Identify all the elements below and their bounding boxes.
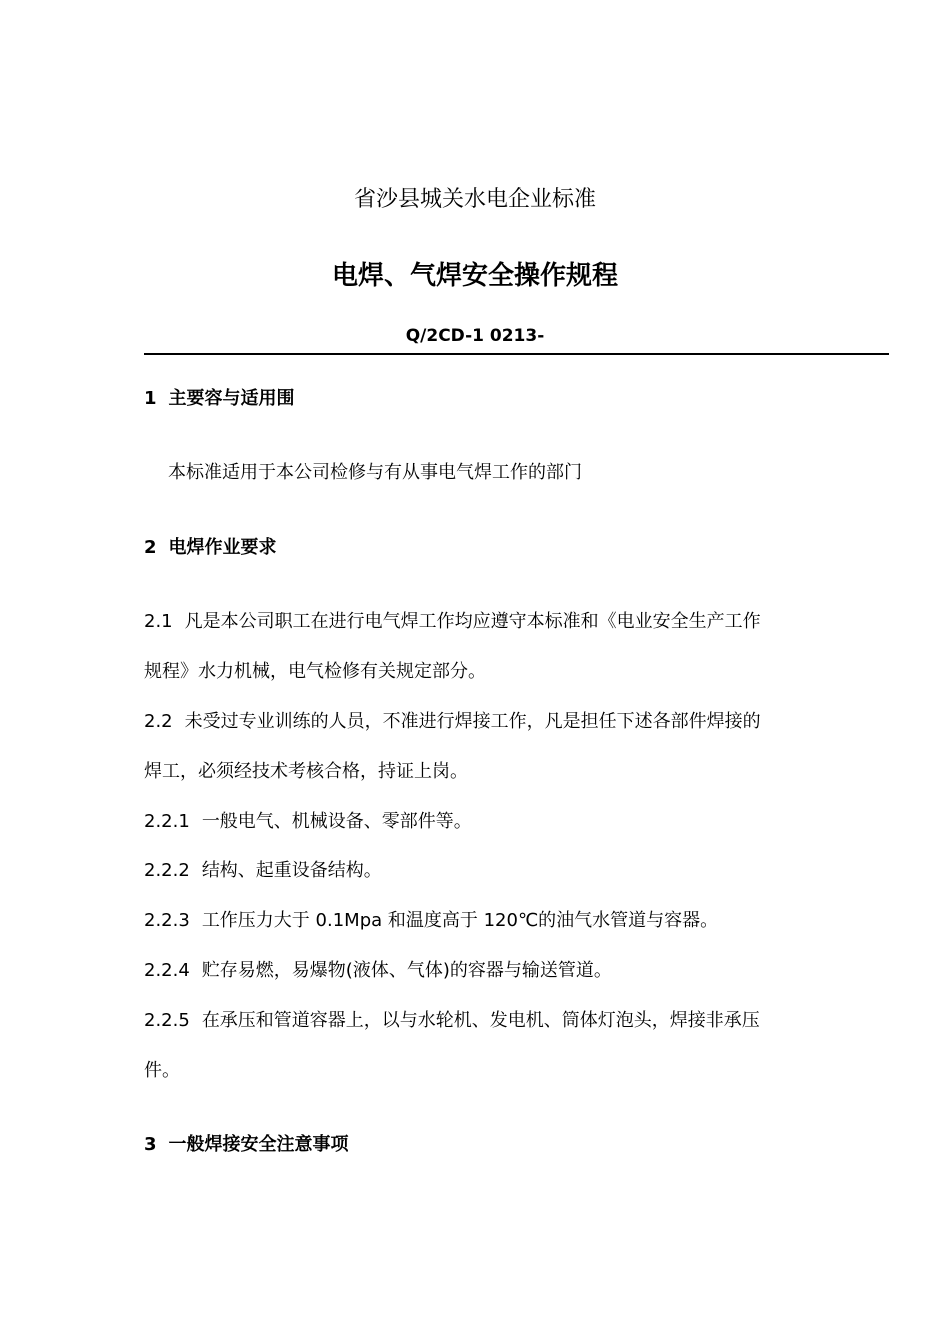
section-heading-1 [144,386,295,412]
clause-number: 2.2.2 [144,860,190,881]
clause-text: 在承压和管道容器上，以与水轮机、发电机、筒体灯泡头，焊接非承压 [201,1010,760,1031]
section-number: 2 [144,537,157,558]
clause-2-2-continuation: 焊工，必须经技术考核合格，持证上岗。 [144,761,468,782]
clause-2-2-5-continuation: 件。 [144,1060,180,1081]
section-body-1: 本标准适用于本公司检修与有从事电气焊工作的部门 [168,462,582,483]
clause-text: 未受过专业训练的人员，不准进行焊接工作，凡是担任下述各部件焊接的 [184,711,761,732]
section-title: 主要容与适用围 [168,388,295,409]
section-title: 电焊作业要求 [168,537,277,558]
clause-number: 2.1 [144,611,173,632]
section-heading-2 [144,535,277,561]
clause-2-1-continuation: 规程》水力机械，电气检修有关规定部分。 [144,661,486,682]
clause-number: 2.2.5 [144,1010,190,1031]
clause-text: 一般电气、机械设备、零部件等。 [201,811,472,832]
section-heading-3 [144,1132,349,1158]
organization-title: 省沙县城关水电企业标准 [353,187,596,212]
clause-number: 2.2.1 [144,811,190,832]
header-divider [144,353,889,355]
section-number: 3 [144,1134,157,1155]
document-code: Q/2CD-1 0213- [405,326,545,346]
section-number: 1 [144,388,157,409]
section-title: 一般焊接安全注意事项 [168,1134,349,1155]
clause-2-1 [144,609,761,635]
clause-text: 凡是本公司职工在进行电气焊工作均应遵守本标准和《电业安全生产工作 [184,611,761,632]
clause-text: 结构、起重设备结构。 [201,860,382,881]
clause-2-2-1 [144,809,472,835]
clause-number: 2.2.4 [144,960,190,981]
clause-2-2-5 [144,1008,760,1034]
clause-text: 工作压力大于 0.1Mpa 和温度高于 120℃的油气水管道与容器。 [201,910,719,931]
document-title: 电焊、气焊安全操作规程 [331,261,618,291]
clause-2-2-2 [144,858,382,884]
clause-text: 贮存易燃，易爆物(液体、气体)的容器与输送管道。 [201,960,612,981]
clause-2-2-3 [144,908,718,934]
clause-number: 2.2 [144,711,173,732]
clause-number: 2.2.3 [144,910,190,931]
clause-2-2 [144,709,761,735]
clause-2-2-4 [144,958,612,984]
